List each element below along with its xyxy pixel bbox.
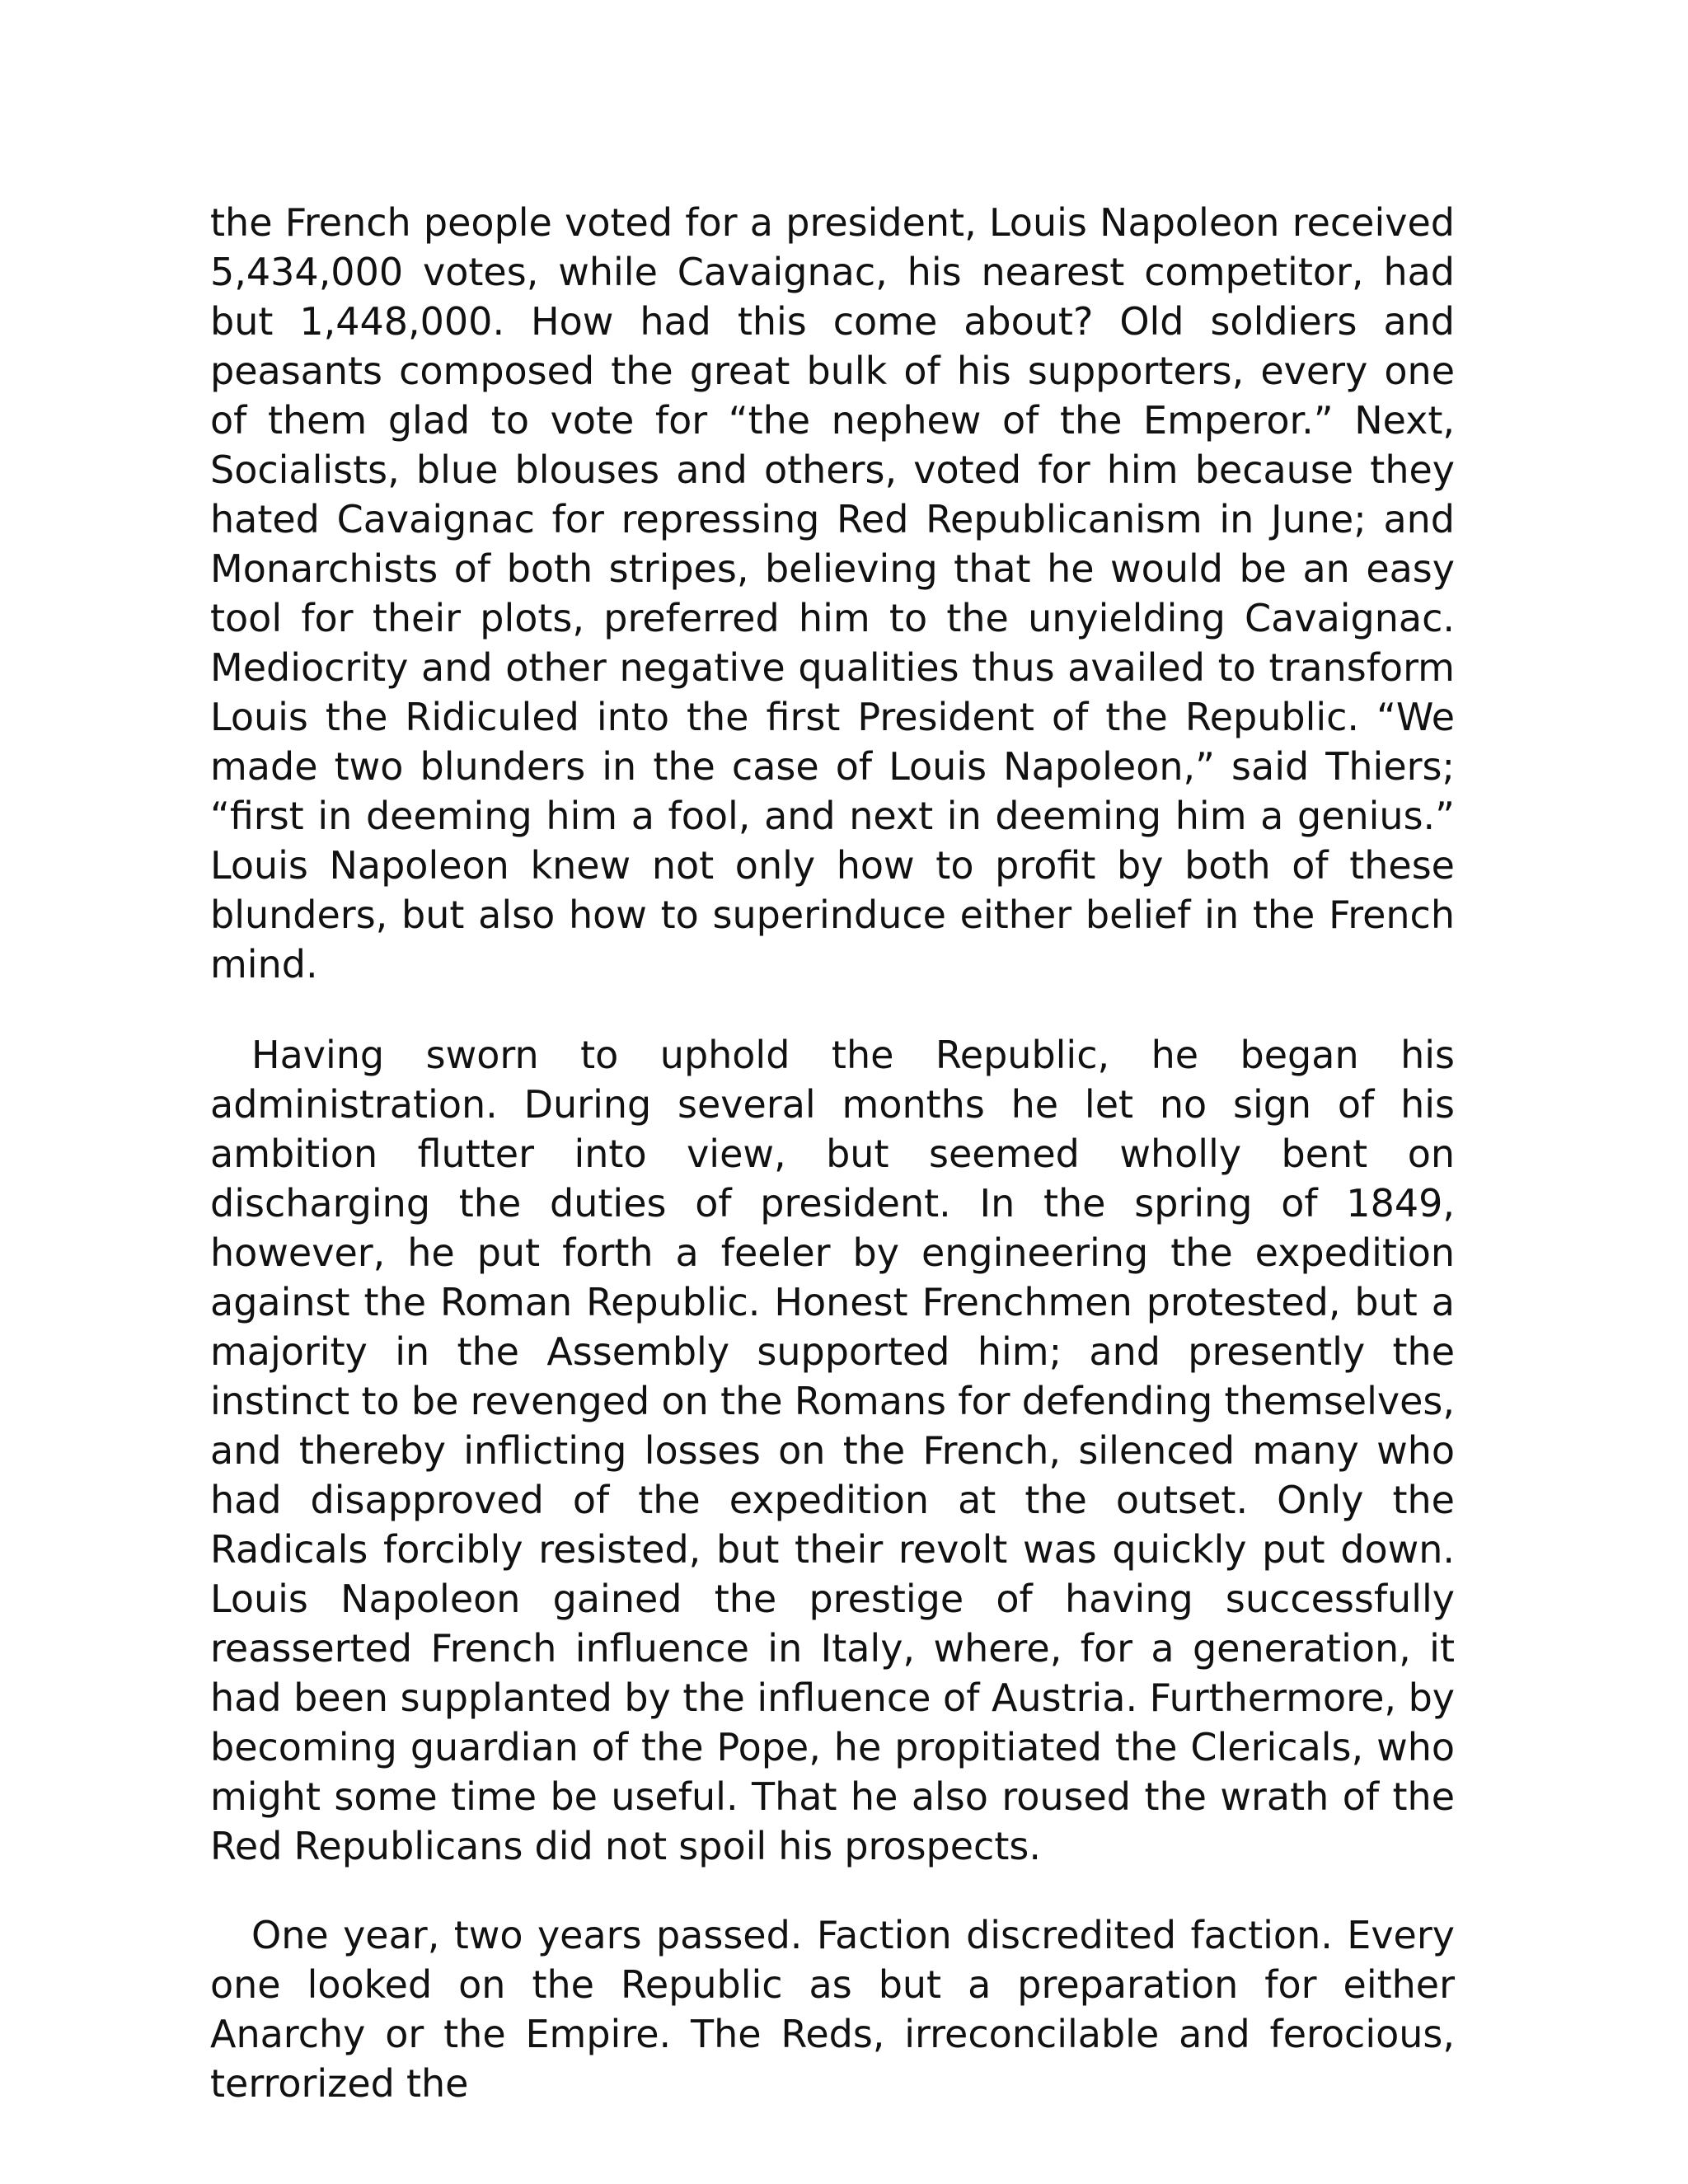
paragraph: the French people voted for a president, Louis Napoleon received 5,434,000 votes, while Cavaignac, his nearest competitor, had but 1,448,000. How had this come about? Old soldiers and peasants composed the great bulk of his supporters, every one of them glad to vote for “the nephew of the Emperor.” Next, Socialists, blue blouses and others, voted for him because they hated Cavaignac for repressing Red Republicanism in June; and Monarchists of both stripes, believing that he would be an easy tool for their plots, preferred him to the unyielding Cavaignac. Mediocrity and other negative qualities thus availed to transform Louis the Ridiculed into the first President of the Republic. “We made two blunders in the case of Louis Napoleon,” said Thiers; “first in deeming him a fool, and next in deeming him a genius.” Louis Napoleon knew not only how to profit by both of these blunders, but also how to superinduce either belief in the French mind. xyxy=(210,200,1455,987)
paragraph: One year, two years passed. Faction discredited faction. Every one looked on the Republic as but a preparation for either Anarchy or the Empire. The Reds, irreconcilable and ferocious, terrorized the xyxy=(210,1913,1455,2106)
text-column xyxy=(210,198,1455,2108)
paragraph: Having sworn to uphold the Republic, he began his administration. During several months he let no sign of his ambition flutter into view, but seemed wholly bent on discharging the duties of president. In the spring of 1849, however, he put forth a feeler by engineering the expedition against the Roman Republic. Honest Frenchmen protested, but a majority in the Assembly supported him; and presently the instinct to be revenged on the Romans for defending themselves, and thereby inflicting losses on the French, silenced many who had disapproved of the expedition at the outset. Only the Radicals forcibly resisted, but their revolt was quickly put down. Louis Napoleon gained the prestige of having successfully reasserted French influence in Italy, where, for a generation, it had been supplanted by the influence of Austria. Furthermore, by becoming guardian of the Pope, he propitiated the Clericals, who might some time be useful. That he also roused the wrath of the Red Republicans did not spoil his prospects. xyxy=(210,1033,1455,1868)
